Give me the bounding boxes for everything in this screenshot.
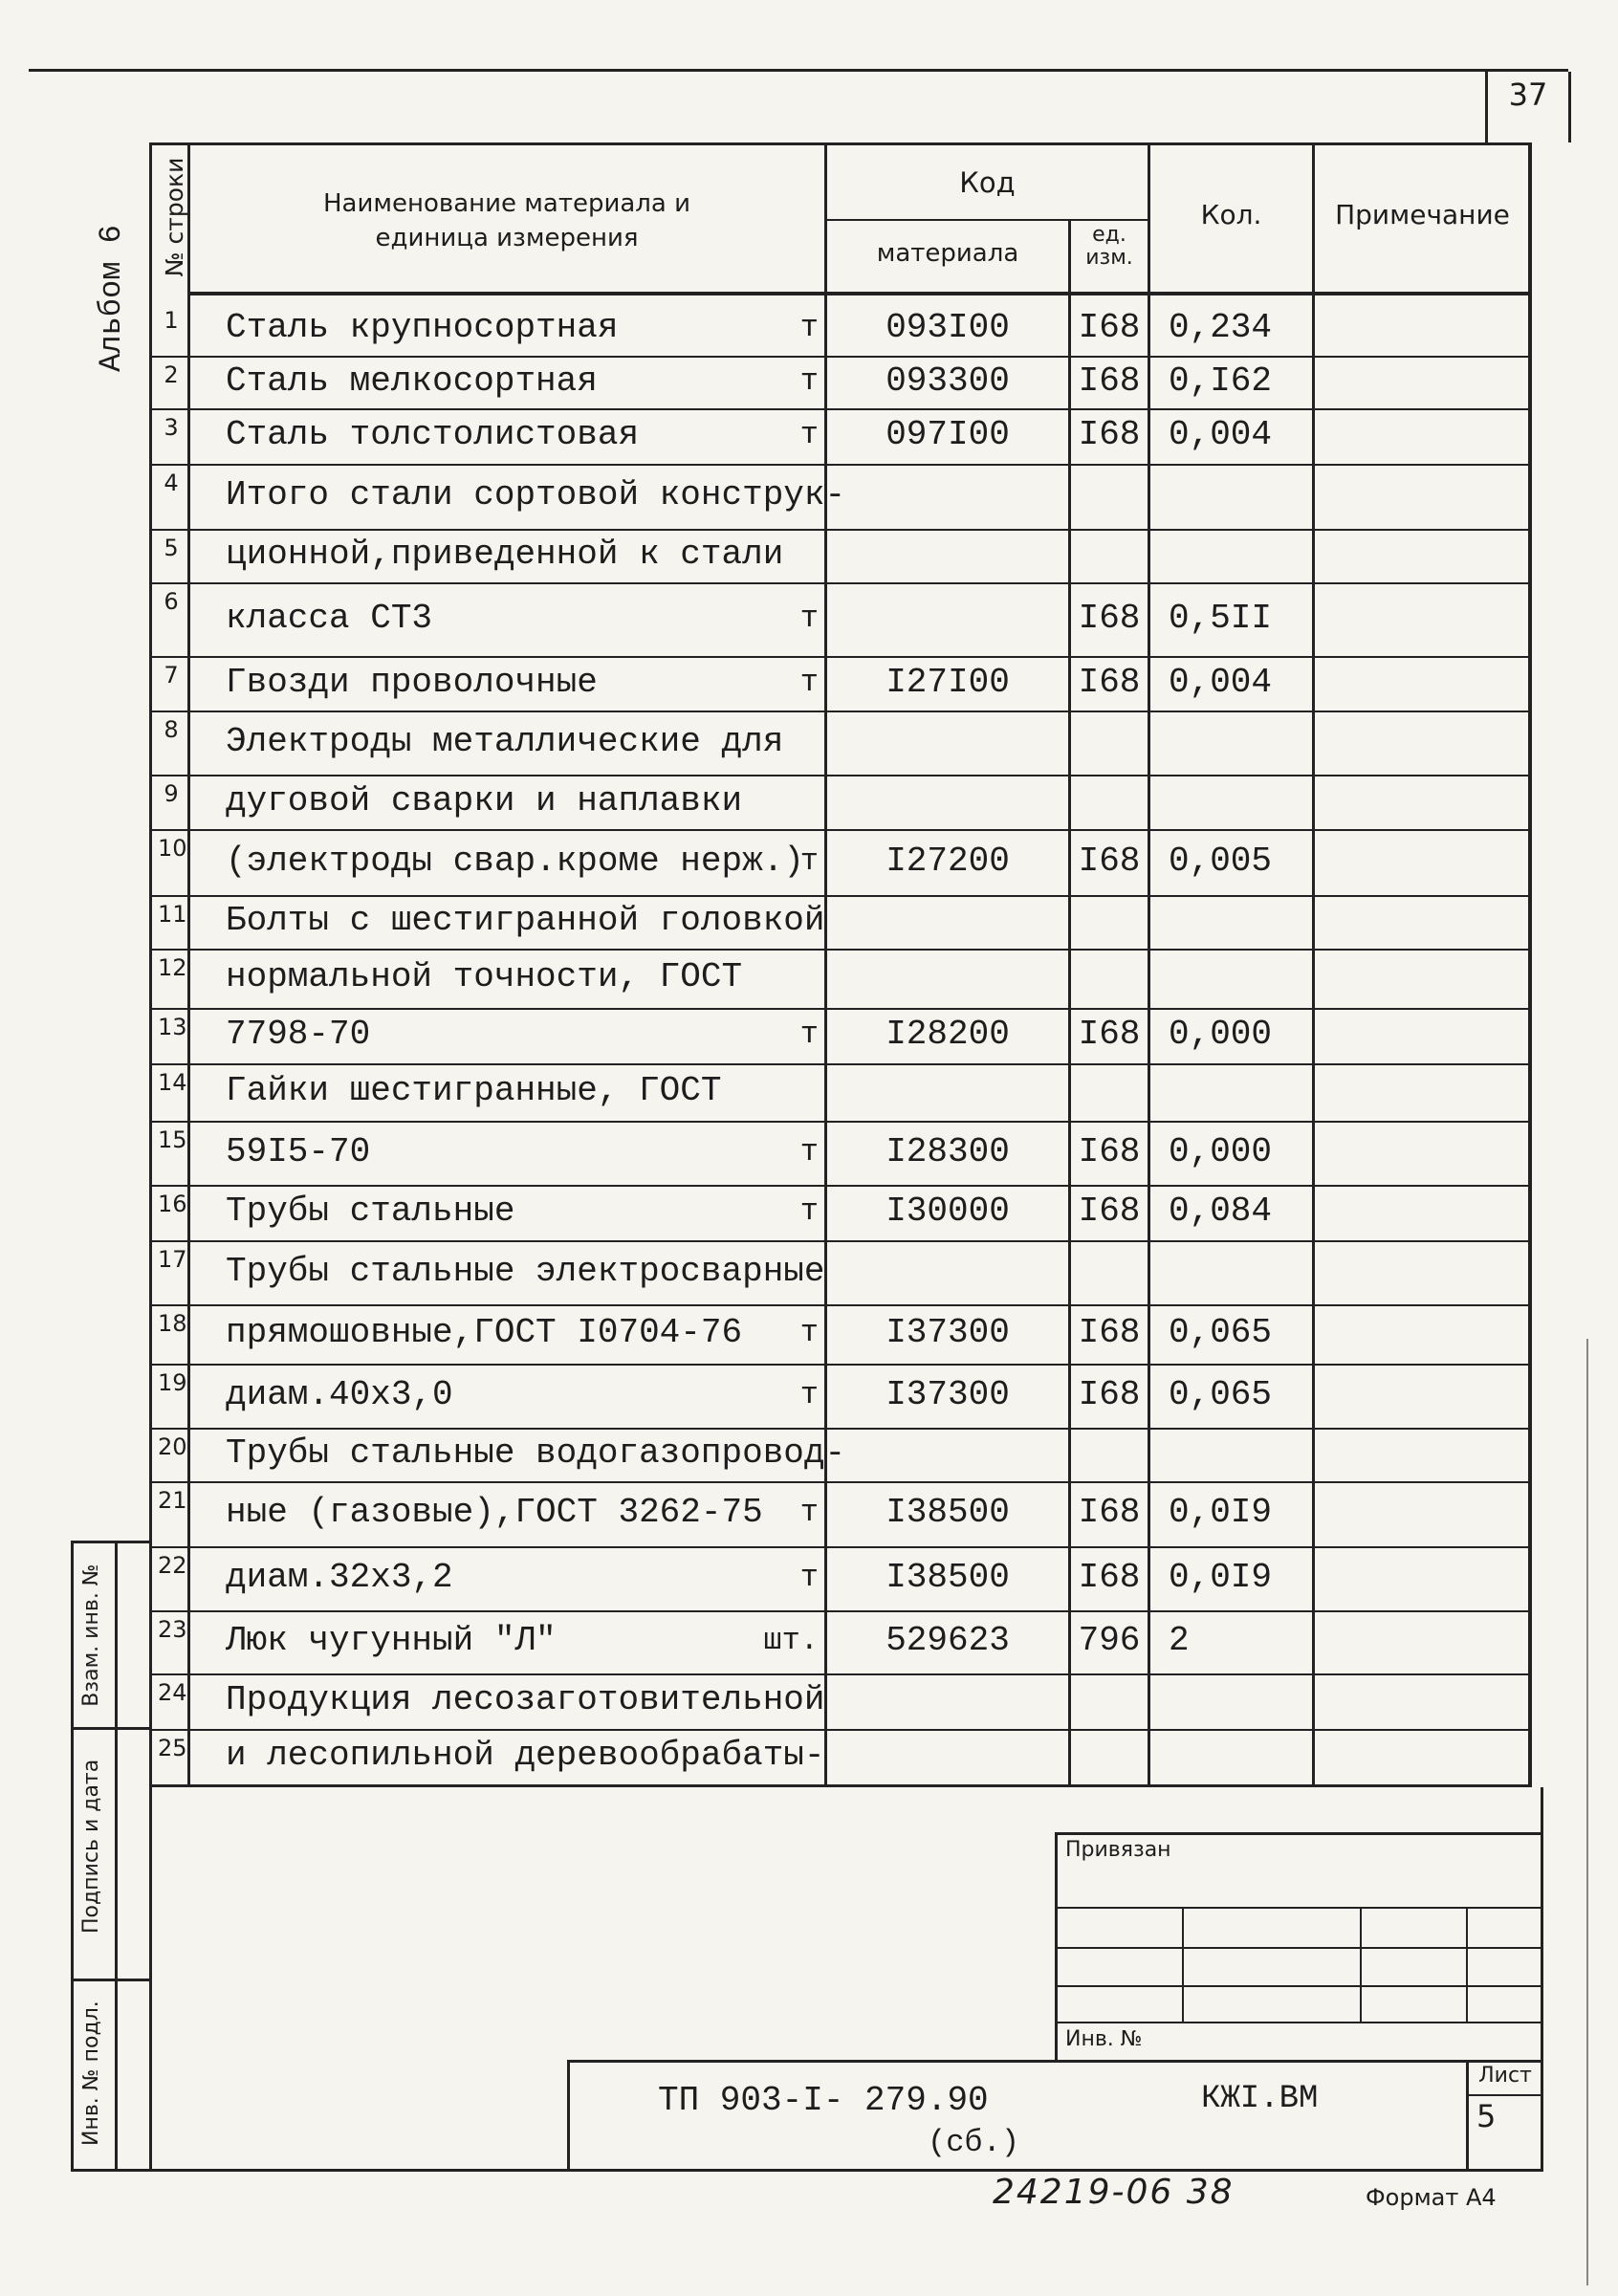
unit-code: I68 — [1078, 308, 1141, 347]
material-code: I38500 — [886, 1558, 1010, 1597]
material-name: диам.40х3,0 — [226, 1375, 453, 1414]
quantity: 0,084 — [1169, 1192, 1273, 1231]
album-label: Альбом 6 — [94, 225, 129, 372]
material-unit: т — [799, 1315, 819, 1350]
material-name: нормальной точности, ГОСТ — [226, 957, 743, 996]
material-name: Трубы стальные электросварные — [226, 1252, 825, 1291]
tb-doc-mark: КЖI.ВМ — [1201, 2081, 1319, 2117]
quantity: 0,065 — [1169, 1375, 1273, 1414]
header-code: Код — [959, 166, 1016, 199]
tb-privyazan: Привязан — [1065, 1838, 1171, 1862]
page-number: 37 — [1508, 77, 1548, 113]
row-number: 19 — [158, 1369, 187, 1396]
material-name: класса СТ3 — [226, 599, 433, 638]
row-number: 24 — [158, 1679, 187, 1706]
quantity: 0,0I9 — [1169, 1493, 1273, 1532]
material-code: 093300 — [886, 361, 1010, 401]
material-unit: т — [799, 417, 819, 452]
side-stamp-podpis-data: Подпись и дата — [79, 1759, 103, 1934]
tb-sheet-left — [1466, 2060, 1469, 2169]
material-unit: т — [799, 1560, 819, 1595]
page-number-box-right — [1568, 72, 1571, 142]
row-number: 2 — [164, 361, 179, 388]
row-divider — [152, 949, 1532, 951]
side-stamp-div2 — [71, 1979, 152, 1981]
row-divider — [152, 1481, 1532, 1483]
tb-sheet-label: Лист — [1478, 2064, 1532, 2088]
row-divider — [152, 1063, 1532, 1065]
unit-code: I68 — [1078, 599, 1141, 638]
material-unit: т — [799, 601, 819, 636]
tb-col1 — [1182, 1907, 1184, 2022]
tb-sheet-no: 5 — [1476, 2098, 1497, 2134]
material-code: 093I00 — [886, 308, 1010, 347]
row-number: 17 — [158, 1246, 187, 1273]
tb-row4 — [1055, 2022, 1541, 2023]
row-number: 16 — [158, 1191, 187, 1217]
row-divider — [152, 1428, 1532, 1430]
quantity: 0,5II — [1169, 599, 1273, 638]
tb-col2 — [1360, 1907, 1362, 2022]
quantity: 0,I62 — [1169, 361, 1273, 401]
unit-code: I68 — [1078, 663, 1141, 702]
unit-code: I68 — [1078, 361, 1141, 401]
tb-main-top — [567, 2060, 1541, 2063]
material-unit: т — [799, 1134, 819, 1170]
row-divider — [152, 1185, 1532, 1187]
quantity: 0,065 — [1169, 1313, 1273, 1352]
material-unit: т — [799, 363, 819, 399]
row-number: 3 — [164, 414, 179, 441]
side-stamp-inner — [115, 1541, 118, 2172]
header-qty: Кол. — [1200, 199, 1262, 230]
material-code: 097I00 — [886, 415, 1010, 454]
table-top-border — [149, 142, 1532, 145]
row-number: 7 — [164, 662, 179, 689]
tb-top — [1055, 1832, 1541, 1835]
material-unit: т — [799, 1017, 819, 1052]
side-stamp-top — [71, 1541, 152, 1543]
frame-left-lower — [149, 1787, 152, 2172]
material-name: Гвозди проволочные — [226, 663, 598, 702]
material-code: I37300 — [886, 1375, 1010, 1414]
header-code-unit — [1071, 224, 1148, 270]
unit-code: I68 — [1078, 1015, 1141, 1054]
material-name: ные (газовые),ГОСТ 3262-75 — [226, 1493, 763, 1532]
unit-code: I68 — [1078, 415, 1141, 454]
material-unit: т — [799, 843, 819, 879]
side-stamp-inv-podl: Инв. № подл. — [79, 2001, 103, 2146]
row-number: 25 — [158, 1735, 187, 1761]
row-number: 18 — [158, 1310, 187, 1337]
side-stamp-left — [71, 1541, 74, 2172]
table-bottom-border — [149, 1784, 1532, 1787]
row-divider — [152, 1008, 1532, 1010]
row-number: 10 — [158, 835, 187, 862]
quantity: 0,000 — [1169, 1015, 1273, 1054]
row-number: 1 — [164, 307, 179, 334]
row-divider — [152, 1729, 1532, 1731]
unit-code: I68 — [1078, 842, 1141, 881]
material-name: Люк чугунный "Л" — [226, 1621, 557, 1660]
row-number: 22 — [158, 1552, 187, 1579]
row-divider — [152, 656, 1532, 658]
col-border-note — [1312, 142, 1315, 1787]
row-number: 14 — [158, 1069, 187, 1096]
material-name: ционной,приведенной к стали — [226, 535, 784, 574]
material-name: Сталь крупносортная — [226, 308, 619, 347]
material-name: Электроды металлические для — [226, 722, 784, 761]
material-code: 529623 — [886, 1621, 1010, 1660]
row-number: 11 — [158, 901, 187, 928]
tb-doc-sub: (сб.) — [928, 2125, 1020, 2160]
row-number: 23 — [158, 1616, 187, 1643]
row-divider — [152, 775, 1532, 776]
material-code: I27200 — [886, 842, 1010, 881]
row-divider — [152, 829, 1532, 831]
row-divider — [152, 1673, 1532, 1675]
header-note: Примечание — [1335, 199, 1510, 230]
row-number: 6 — [164, 588, 179, 615]
quantity: 0,004 — [1169, 663, 1273, 702]
col-border-uom — [1068, 219, 1071, 1787]
header-name-line2: единица измерения — [375, 224, 639, 252]
row-number: 21 — [158, 1487, 187, 1514]
material-code: I38500 — [886, 1493, 1010, 1532]
material-unit: т — [799, 1193, 819, 1229]
row-divider — [152, 1546, 1532, 1548]
row-number: 13 — [158, 1014, 187, 1040]
material-name: и лесопильной деревообрабаты- — [226, 1736, 825, 1775]
unit-code: I68 — [1078, 1558, 1141, 1597]
material-name: Трубы стальные водогазопровод- — [226, 1433, 846, 1473]
material-name: Гайки шестигранные, ГОСТ — [226, 1071, 722, 1110]
row-divider — [152, 356, 1532, 358]
tb-doc-code: ТП 903-I- 279.90 — [658, 2081, 989, 2120]
quantity: 0,0I9 — [1169, 1558, 1273, 1597]
right-edge-mark — [1586, 1339, 1588, 2285]
material-name: Сталь толстолистовая — [226, 415, 640, 454]
row-divider — [152, 529, 1532, 531]
tb-main-left — [567, 2060, 570, 2169]
frame-right-lower — [1541, 1787, 1543, 2172]
row-number: 8 — [164, 716, 179, 743]
header-row-no: № строки — [161, 157, 188, 277]
side-stamp-div1 — [71, 1727, 152, 1730]
material-name: Итого стали сортовой конструк- — [226, 475, 846, 514]
quantity: 0,234 — [1169, 308, 1273, 347]
row-divider — [152, 1304, 1532, 1306]
row-divider — [152, 464, 1532, 466]
material-name: диам.32х3,2 — [226, 1558, 453, 1597]
row-number: 5 — [164, 535, 179, 561]
quantity: 2 — [1169, 1621, 1190, 1660]
side-stamp-vzam-inv: Взам. инв. № — [79, 1563, 103, 1707]
unit-code: I68 — [1078, 1493, 1141, 1532]
header-bottom-border — [187, 292, 1532, 295]
row-divider — [152, 711, 1532, 712]
row-divider — [152, 895, 1532, 897]
material-name: Болты с шестигранной головкой — [226, 901, 825, 940]
row-number: 15 — [158, 1126, 187, 1153]
quantity: 0,004 — [1169, 415, 1273, 454]
rownum-col-border — [187, 142, 190, 1787]
handwritten-number: 24219-06 38 — [993, 2173, 1235, 2212]
material-unit: т — [799, 310, 819, 345]
unit-code: I68 — [1078, 1313, 1141, 1352]
row-divider — [152, 408, 1532, 410]
material-code: I37300 — [886, 1313, 1010, 1352]
frame-bottom — [71, 2169, 1543, 2172]
material-name: 7798-70 — [226, 1015, 371, 1054]
material-name: Трубы стальные — [226, 1192, 515, 1231]
header-code-unit-line2: изм. — [1085, 246, 1133, 270]
row-divider — [152, 1610, 1532, 1612]
row-number: 12 — [158, 954, 187, 981]
material-name: Продукция лесозаготовительной — [226, 1680, 825, 1719]
unit-code: I68 — [1078, 1132, 1141, 1171]
header-code-unit-line1: ед. — [1092, 223, 1126, 247]
quantity: 0,005 — [1169, 842, 1273, 881]
row-divider — [152, 1240, 1532, 1242]
quantity: 0,000 — [1169, 1132, 1273, 1171]
unit-code: I68 — [1078, 1192, 1141, 1231]
page-number-box-left — [1485, 72, 1488, 142]
material-unit: т — [799, 1495, 819, 1530]
material-name: дуговой сварки и наплавки — [226, 781, 743, 820]
header-code-material: материала — [876, 239, 1019, 268]
material-unit: т — [799, 1377, 819, 1412]
row-divider — [152, 1121, 1532, 1123]
top-rule — [29, 69, 1568, 72]
row-number: 20 — [158, 1433, 187, 1460]
material-unit: шт. — [763, 1623, 819, 1658]
material-name: 59I5-70 — [226, 1132, 371, 1171]
tb-inv-no: Инв. № — [1065, 2027, 1143, 2051]
unit-code: I68 — [1078, 1375, 1141, 1414]
unit-code: 796 — [1078, 1621, 1141, 1660]
material-name: прямошовные,ГОСТ I0704-76 — [226, 1313, 743, 1352]
format-label: Формат А4 — [1366, 2184, 1497, 2211]
table-right-border — [1528, 142, 1532, 1787]
col-border-qty — [1148, 142, 1150, 1787]
header-name-line1: Наименование материала и — [322, 189, 691, 218]
tb-sheet-divider — [1466, 2094, 1541, 2096]
material-code: I30000 — [886, 1192, 1010, 1231]
material-unit: т — [799, 665, 819, 700]
row-number: 4 — [164, 470, 179, 496]
material-name: (электроды свар.кроме нерж.) — [226, 842, 804, 881]
row-number: 9 — [164, 780, 179, 807]
code-subheader-border — [824, 219, 1148, 221]
material-code: I27I00 — [886, 663, 1010, 702]
tb-col3 — [1466, 1907, 1468, 2022]
material-code: I28300 — [886, 1132, 1010, 1171]
material-code: I28200 — [886, 1015, 1010, 1054]
material-name: Сталь мелкосортная — [226, 361, 598, 401]
row-divider — [152, 1364, 1532, 1366]
row-divider — [152, 582, 1532, 584]
